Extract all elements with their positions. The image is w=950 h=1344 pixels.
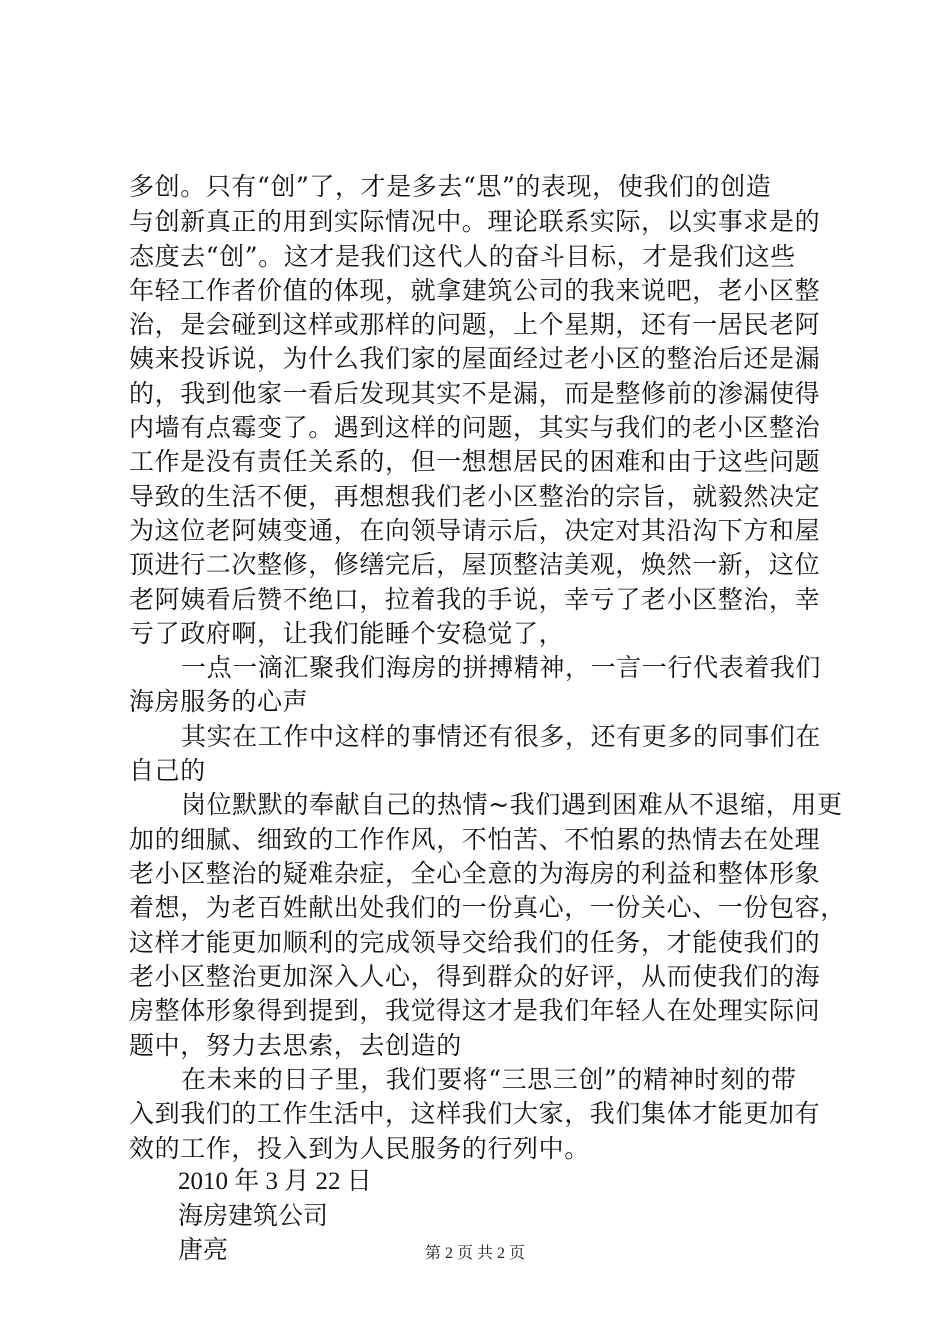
body-line: 工作是没有责任关系的，但一想想居民的困难和由于这些问题 [129,447,821,476]
body-line: 加的细腻、细致的工作作风，不怕苦、不怕累的热情去在处理 [129,825,821,854]
body-line: 自己的 [129,756,206,785]
body-line: 治，是会碰到这样或那样的问题，上个星期，还有一居民老阿 [129,310,821,339]
body-line: 着想，为老百姓献出处我们的一份真心，一份关心、一份包容， [129,893,846,922]
body-line: 姨来投诉说，为什么我们家的屋面经过老小区的整治后还是漏 [129,344,821,373]
body-line: 海房服务的心声 [129,687,309,716]
body-line: 老小区整治更加深入人心，得到群众的好评，从而使我们的海 [129,962,821,991]
page-footer: 第 2 页 共 2 页 [424,1245,525,1262]
body-line: 态度去“创”。这才是我们这代人的奋斗目标，才是我们这些 [129,242,796,271]
body-line: 一点一滴汇聚我们海房的拼搏精神，一言一行代表着我们 [181,653,822,682]
body-line: 入到我们的工作生活中，这样我们大家，我们集体才能更加有 [129,1099,821,1128]
body-line: 老阿姨看后赞不绝口，拉着我的手说，幸亏了老小区整治，幸 [129,585,821,614]
signature-date: 2010 年 3 月 22 日 [178,1168,372,1195]
body-line: 其实在工作中这样的事情还有很多，还有更多的同事们在 [181,722,822,751]
body-line: 内墙有点霉变了。遇到这样的问题，其实与我们的老小区整治 [129,413,821,442]
body-line: 题中，努力去思索，去创造的 [129,1031,462,1060]
body-line: 为这位老阿姨变通，在向领导请示后，决定对其沿沟下方和屋 [129,516,821,545]
body-line: 效的工作，投入到为人民服务的行列中。 [129,1134,590,1163]
body-line: 顶进行二次整修，修缮完后，屋顶整洁美观，焕然一新，这位 [129,550,821,579]
body-line: 岗位默默的奉献自己的热情~我们遇到困难从不退缩，用更 [181,790,843,819]
body-line: 这样才能更加顺利的完成领导交给我们的任务，才能使我们的 [129,928,821,957]
body-line: 在未来的日子里，我们要将“三思三创”的精神时刻的带 [181,1065,797,1094]
body-line: 多创。只有“创”了，才是多去“思”的表现，使我们的创造 [129,172,772,201]
body-line: 亏了政府啊，让我们能睡个安稳觉了， [129,619,565,648]
body-line: 与创新真正的用到实际情况中。理论联系实际，以实事求是的 [129,207,821,236]
signature-company: 海房建筑公司 [178,1203,329,1230]
signature-name: 唐亮 [178,1237,229,1264]
body-line: 房整体形象得到提到，我觉得这才是我们年轻人在处理实际问 [129,996,821,1025]
body-line: 的，我到他家一看后发现其实不是漏，而是整修前的渗漏使得 [129,379,821,408]
body-line: 导致的生活不便，再想想我们老小区整治的宗旨，就毅然决定 [129,482,821,511]
body-line: 老小区整治的疑难杂症，全心全意的为海房的利益和整体形象 [129,859,821,888]
body-line: 年轻工作者价值的体现，就拿建筑公司的我来说吧，老小区整 [129,276,821,305]
